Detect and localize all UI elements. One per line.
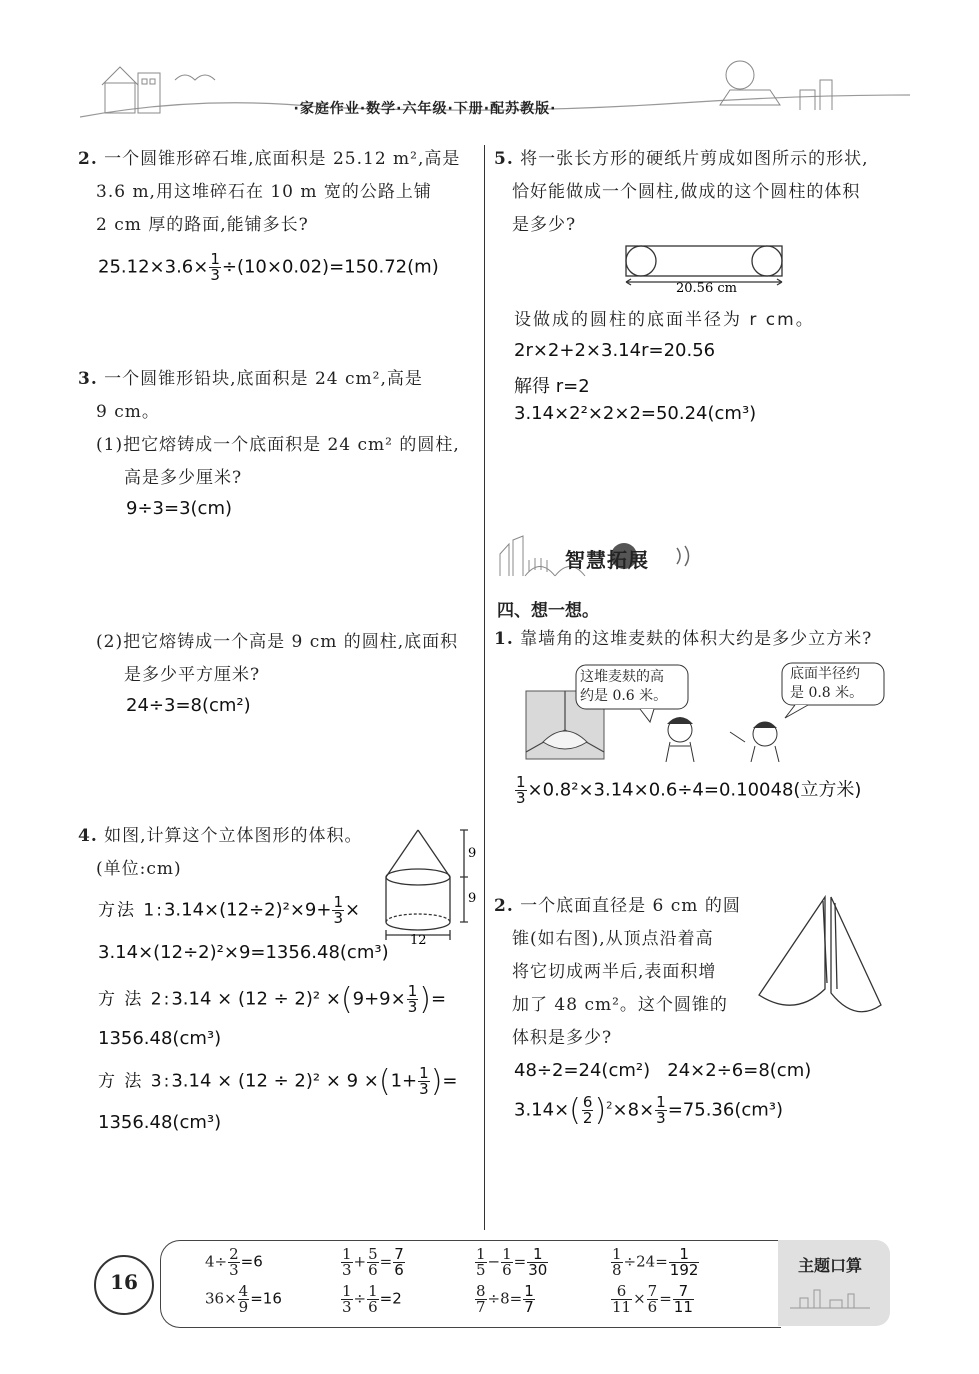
bubble-text: 约是 0.6 米。 [580,688,668,704]
calc-part: 36× [205,1289,237,1308]
footer-skyline [790,1282,870,1312]
frac-bottom: 6 [647,1298,658,1316]
answer-q4-method2: 方 法 2:3.14 × (12 ÷ 2)² ×(9+9× $\frac{1}{3}$ )= [98,982,447,1017]
calc-op: − [487,1252,501,1271]
frac-top: 2 [229,1245,239,1263]
q-text: 高是多少厘米? [124,468,243,488]
q-text: 锥(如右图),从顶点沿着高 [512,929,714,949]
calc-op: + [353,1252,367,1271]
calc-result: =16 [250,1289,282,1308]
frac-bottom: 6 [368,1298,378,1316]
frac-top: 1 [210,250,220,268]
q-number: 3. [78,369,98,389]
calc-item: $\frac{6}{11}$ × $\frac{7}{6}$ = $\frac{7}{11}$ [612,1282,693,1316]
q-number: 2. [78,149,98,169]
frac-top: 5 [368,1245,378,1263]
answer-q7-line2: 3.14×( $\frac{6}{2}$ )$^2$×8× $\frac{1}{3}$ =75.36(cm³) [514,1093,784,1128]
calc-item [340,1284,402,1315]
frac-bottom: 6 [394,1261,404,1279]
frac-top: 4 [238,1282,249,1300]
frac-bottom: 3 [342,1298,352,1316]
q-text: 一个圆锥形铅块,底面积是 24 cm²,高是 [104,369,423,389]
answer-part: 3.14×(12÷2)²×9+ [163,899,332,921]
q-text: (2)把它熔铸成一个高是 9 cm 的圆柱,底面积 [96,632,459,652]
q-text: 将一张长方形的硬纸片剪成如图所示的形状, [520,149,869,169]
frac-bottom: 8 [612,1261,622,1279]
answer-part: 9+9× [352,988,406,1010]
answer-q3-2: 24÷3=8(cm²) [126,695,251,716]
frac-top: 1 [612,1245,622,1263]
frac-top: 7 [647,1282,658,1300]
frac-bottom: 192 [669,1261,699,1279]
fig-label-length: 20.56 cm [676,281,737,294]
frac-top: 1 [342,1245,352,1263]
q-text: (单位:cm) [96,859,182,879]
answer-q6 [514,775,861,806]
answer-q5-line1: 设做成的圆柱的底面半径为 r cm。 [514,310,815,330]
fig-label-w: 12 [410,933,427,947]
frac-top: 1 [502,1245,512,1263]
answer-part: =75.36(cm³) [667,1099,784,1121]
answer-part: 3.14× [514,1099,570,1121]
answer-q4-method3: 方 法 3:3.14 × (12 ÷ 2)² × 9 ×(1+ $\frac{1}{3}$ )= [98,1064,458,1099]
frac-bottom: 30 [528,1261,548,1279]
frac-bottom: 3 [656,1109,666,1127]
frac-bottom: 7 [476,1298,486,1316]
frac-bottom: 7 [524,1298,534,1316]
q-text: 2 cm 厚的路面,能铺多长? [96,215,309,235]
frac-top: 6 [582,1093,593,1111]
answer-part: ÷(10×0.02)=150.72(m) [221,256,439,278]
frac-top: 1 [407,982,418,1000]
speech-bubble-2 [790,665,863,703]
question-2 [78,143,478,242]
q-text: 9 cm。 [96,402,160,422]
calc-op: ÷24= [623,1252,668,1271]
calc-item: $\frac{1}{5}$ − $\frac{1}{6}$ = $\frac{1}{30}$ [476,1245,548,1279]
answer-part: 3.14 × (12 ÷ 2)² × [171,988,341,1010]
frac-top: 1 [333,893,343,911]
q-number: 4. [78,826,98,846]
answer-q7-line1: 48÷2=24(cm²) 24×2÷6=8(cm) [514,1060,812,1081]
section-banner: 智慧拓展 [565,548,649,572]
frac-top: 1 [656,1093,666,1111]
q-text: 是多少平方厘米? [124,665,261,685]
frac-top: 6 [611,1284,632,1300]
method-label: 方 法 2: [98,989,172,1010]
frac-bottom: 6 [368,1261,378,1279]
fig-label-h2: 9 [468,891,477,906]
answer-q4-method1-cont: 3.14×(12÷2)²×9=1356.48(cm³) [98,942,389,963]
frac-bottom: 3 [333,909,343,927]
calc-part: 4÷ [205,1252,228,1271]
answer-part: 3.14 × (12 ÷ 2)² × 9 × [171,1070,379,1092]
answer-q4-method2-cont: 1356.48(cm³) [98,1028,222,1049]
q-text: 一个底面直径是 6 cm 的圆 [520,896,741,916]
calc-op: ÷ [353,1289,367,1308]
q-text: 靠墙角的这堆麦麸的体积大约是多少立方米? [520,629,873,649]
q-text: 如图,计算这个立体图形的体积。 [104,826,363,846]
question-3-part2 [96,626,486,692]
frac-top: 1 [368,1282,378,1300]
frac-top: 1 [516,773,526,791]
answer-q4-method1 [98,895,360,926]
answer-part: ×8× [612,1099,655,1121]
answer-q5-line4: 3.14×2²×2×2=50.24(cm³) [514,403,757,424]
bubble-text: 这堆麦麸的高 [580,669,664,685]
frac-bottom: 3 [229,1261,239,1279]
answer-part: = [430,988,447,1010]
question-3 [78,363,478,495]
bubble-text: 是 0.8 米。 [790,685,864,701]
question-5 [494,143,904,242]
q-number: 1. [494,629,514,649]
answer-part: 1+ [390,1070,418,1092]
frac-top: 1 [342,1282,352,1300]
frac-bottom: 2 [582,1109,593,1127]
q-text: 是多少? [512,215,577,235]
q-text: 将它切成两半后,表面积增 [512,962,717,982]
calc-item [205,1247,263,1278]
answer-part: 25.12×3.6× [98,256,209,278]
answer-part: ×0.8²×3.14×0.6÷4=0.10048(立方米) [527,779,862,801]
calc-op: ÷8= [487,1289,523,1308]
page-number: 16 [110,1270,138,1294]
frac-bottom: 3 [516,789,526,807]
q-text: 体积是多少? [512,1028,613,1048]
frac-top: 7 [394,1245,404,1263]
answer-q5-line2: 2r×2+2×3.14r=20.56 [514,340,716,361]
frac-top: 8 [476,1282,486,1300]
answer-part: × [344,899,361,921]
header-title: ·家庭作业·数学·六年级·下册·配苏教版· [293,101,557,117]
rectangle-cylinder-figure [620,242,790,294]
q-number: 5. [494,149,514,169]
bubble-text: 底面半径约 [790,666,860,682]
calc-result: =6 [240,1252,263,1271]
cone-cylinder-figure [380,822,485,947]
answer-part: = [442,1070,458,1092]
speech-bubble-1 [580,668,667,706]
frac-bottom: 9 [238,1298,249,1316]
answer-q4-method3-cont: 1356.48(cm³) [98,1112,222,1133]
answer-q3-1: 9÷3=3(cm) [126,498,232,519]
frac-bottom: 3 [419,1080,429,1098]
method-label: 方法 1: [98,900,164,921]
question-6 [494,623,904,656]
footer-tag: 主题口算 [798,1256,863,1275]
q-text: 一个圆锥形碎石堆,底面积是 25.12 m²,高是 [104,149,461,169]
frac-top: 7 [673,1284,694,1300]
section-title: 四、想一想。 [497,601,599,621]
frac-top: 1 [527,1247,548,1263]
frac-top: 1 [524,1282,534,1300]
q-text: 加了 48 cm²。这个圆锥的 [512,995,728,1015]
method-label: 方 法 3: [98,1071,172,1092]
calc-result: =2 [379,1289,402,1308]
frac-bottom: 5 [476,1261,486,1279]
calc-item [205,1284,282,1315]
q-text: 3.6 m,用这堆碎石在 10 m 宽的公路上铺 [96,182,432,202]
q-text: 恰好能做成一个圆柱,做成的这个圆柱的体积 [512,182,861,202]
q-text: (1)把它熔铸成一个底面积是 24 cm² 的圆柱, [96,435,460,455]
fig-label-h1: 9 [468,846,477,861]
calc-item [474,1284,536,1315]
frac-bottom: 3 [210,266,220,284]
frac-bottom: 3 [407,998,418,1016]
answer-q2 [98,252,439,283]
calc-item [610,1247,700,1278]
frac-bottom: 11 [673,1298,693,1316]
calc-item: $\frac{1}{3}$ + $\frac{5}{6}$ = $\frac{7}{6}$ [342,1245,404,1279]
question-7 [494,890,754,1055]
frac-top: 1 [476,1245,486,1263]
calc-op: × [633,1289,646,1308]
frac-top: 1 [669,1247,700,1263]
split-cone-figure [755,893,885,1033]
frac-top: 1 [419,1064,429,1082]
frac-bottom: 3 [342,1261,352,1279]
frac-bottom: 11 [612,1298,632,1316]
answer-q5-line3: 解得 r=2 [514,376,590,397]
question-4 [78,820,378,886]
frac-bottom: 6 [502,1261,512,1279]
q-number: 2. [494,896,514,916]
